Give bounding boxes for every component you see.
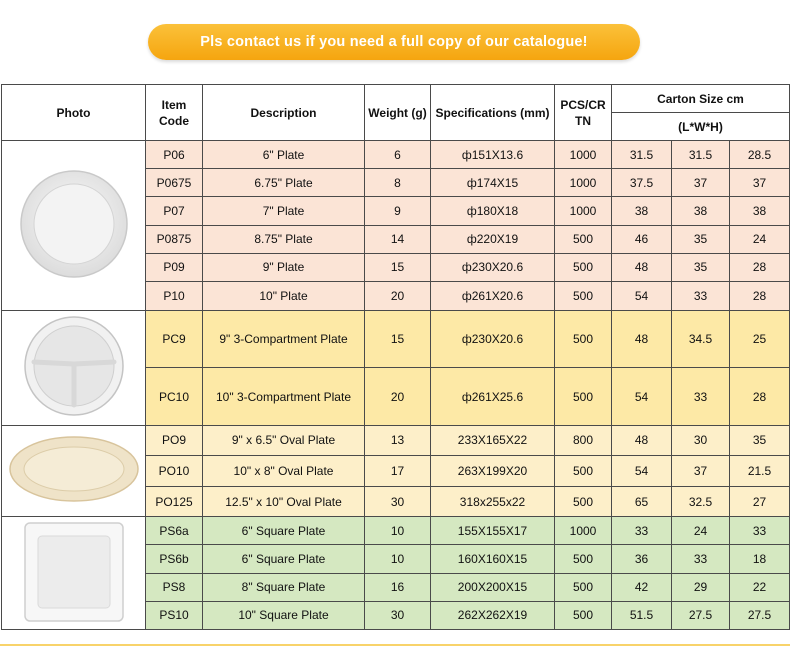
carton-height-cell: 27 (730, 487, 790, 517)
pcs-per-carton-cell: 1000 (555, 169, 612, 197)
description-cell: 9" Plate (203, 253, 365, 281)
product-photo (2, 141, 146, 311)
pcs-per-carton-cell: 500 (555, 311, 612, 368)
carton-width-cell: 29 (672, 573, 730, 601)
carton-length-cell: 46 (612, 225, 672, 253)
pcs-per-carton-cell: 500 (555, 487, 612, 517)
description-cell: 7" Plate (203, 197, 365, 225)
description-cell: 6" Plate (203, 141, 365, 169)
specification-cell: ф151X13.6 (431, 141, 555, 169)
header-description: Description (203, 85, 365, 141)
pcs-per-carton-cell: 500 (555, 545, 612, 573)
weight-cell: 15 (365, 253, 431, 281)
pcs-per-carton-cell: 500 (555, 253, 612, 281)
item-code-cell: P10 (146, 281, 203, 310)
carton-length-cell: 54 (612, 368, 672, 425)
bottom-divider (0, 644, 790, 646)
carton-height-cell: 35 (730, 425, 790, 455)
carton-height-cell: 38 (730, 197, 790, 225)
description-cell: 9" x 6.5" Oval Plate (203, 425, 365, 455)
carton-height-cell: 28 (730, 368, 790, 425)
carton-height-cell: 28 (730, 253, 790, 281)
carton-width-cell: 30 (672, 425, 730, 455)
weight-cell: 14 (365, 225, 431, 253)
carton-length-cell: 36 (612, 545, 672, 573)
carton-height-cell: 37 (730, 169, 790, 197)
weight-cell: 10 (365, 545, 431, 573)
weight-cell: 8 (365, 169, 431, 197)
pcs-per-carton-cell: 500 (555, 225, 612, 253)
header-carton-size: Carton Size cm (612, 85, 790, 113)
weight-cell: 10 (365, 517, 431, 545)
specification-cell: 200X200X15 (431, 573, 555, 601)
carton-width-cell: 34.5 (672, 311, 730, 368)
carton-length-cell: 31.5 (612, 141, 672, 169)
carton-length-cell: 38 (612, 197, 672, 225)
carton-width-cell: 33 (672, 368, 730, 425)
catalogue-contact-banner: Pls contact us if you need a full copy of our catalogue! (148, 24, 640, 60)
specification-cell: 318x255x22 (431, 487, 555, 517)
item-code-cell: P0675 (146, 169, 203, 197)
weight-cell: 17 (365, 455, 431, 486)
item-code-cell: P0875 (146, 225, 203, 253)
header-carton-dimensions: (L*W*H) (612, 113, 790, 141)
specification-cell: 263X199X20 (431, 455, 555, 486)
table-row (2, 141, 790, 169)
pcs-per-carton-cell: 1000 (555, 141, 612, 169)
carton-length-cell: 48 (612, 253, 672, 281)
carton-length-cell: 42 (612, 573, 672, 601)
carton-length-cell: 51.5 (612, 601, 672, 629)
item-code-cell: PS6b (146, 545, 203, 573)
carton-length-cell: 37.5 (612, 169, 672, 197)
pcs-per-carton-cell: 500 (555, 601, 612, 629)
item-code-cell: PC9 (146, 311, 203, 368)
carton-width-cell: 33 (672, 545, 730, 573)
weight-cell: 15 (365, 311, 431, 368)
weight-cell: 30 (365, 487, 431, 517)
description-cell: 6" Square Plate (203, 545, 365, 573)
item-code-cell: PS6a (146, 517, 203, 545)
product-catalogue-table (1, 84, 790, 630)
carton-height-cell: 21.5 (730, 455, 790, 486)
carton-height-cell: 33 (730, 517, 790, 545)
description-cell: 6" Square Plate (203, 517, 365, 545)
carton-length-cell: 54 (612, 455, 672, 486)
specification-cell: 262X262X19 (431, 601, 555, 629)
item-code-cell: PO9 (146, 425, 203, 455)
description-cell: 10" Plate (203, 281, 365, 310)
carton-height-cell: 28.5 (730, 141, 790, 169)
weight-cell: 13 (365, 425, 431, 455)
carton-length-cell: 54 (612, 281, 672, 310)
specification-cell: ф174X15 (431, 169, 555, 197)
item-code-cell: PC10 (146, 368, 203, 425)
carton-height-cell: 18 (730, 545, 790, 573)
weight-cell: 30 (365, 601, 431, 629)
header-photo: Photo (2, 85, 146, 141)
specification-cell: ф230X20.6 (431, 253, 555, 281)
header-pcs-per-carton: PCS/CR TN (555, 85, 612, 141)
item-code-cell: PS10 (146, 601, 203, 629)
carton-width-cell: 24 (672, 517, 730, 545)
specification-cell: ф220X19 (431, 225, 555, 253)
description-cell: 12.5" x 10" Oval Plate (203, 487, 365, 517)
pcs-per-carton-cell: 500 (555, 573, 612, 601)
description-cell: 8.75" Plate (203, 225, 365, 253)
specification-cell: ф230X20.6 (431, 311, 555, 368)
specification-cell: ф180X18 (431, 197, 555, 225)
product-photo (2, 425, 146, 517)
item-code-cell: PS8 (146, 573, 203, 601)
carton-height-cell: 25 (730, 311, 790, 368)
weight-cell: 9 (365, 197, 431, 225)
carton-height-cell: 22 (730, 573, 790, 601)
pcs-per-carton-cell: 1000 (555, 197, 612, 225)
description-cell: 10" Square Plate (203, 601, 365, 629)
table-row (2, 311, 790, 368)
item-code-cell: P09 (146, 253, 203, 281)
table-row (2, 425, 790, 455)
item-code-cell: PO125 (146, 487, 203, 517)
carton-height-cell: 28 (730, 281, 790, 310)
oval-plate-icon (6, 433, 142, 505)
carton-length-cell: 65 (612, 487, 672, 517)
carton-width-cell: 37 (672, 455, 730, 486)
pcs-per-carton-cell: 500 (555, 368, 612, 425)
carton-length-cell: 48 (612, 425, 672, 455)
carton-height-cell: 27.5 (730, 601, 790, 629)
carton-width-cell: 32.5 (672, 487, 730, 517)
carton-width-cell: 37 (672, 169, 730, 197)
round-plate-icon (18, 168, 130, 280)
item-code-cell: P06 (146, 141, 203, 169)
specification-cell: ф261X25.6 (431, 368, 555, 425)
header-specifications: Specifications (mm) (431, 85, 555, 141)
item-code-cell: P07 (146, 197, 203, 225)
carton-width-cell: 35 (672, 225, 730, 253)
specification-cell: ф261X20.6 (431, 281, 555, 310)
carton-width-cell: 33 (672, 281, 730, 310)
product-photo (2, 517, 146, 630)
carton-width-cell: 38 (672, 197, 730, 225)
square-plate-icon (22, 520, 126, 624)
table-row (2, 517, 790, 545)
carton-length-cell: 48 (612, 311, 672, 368)
catalogue-body (2, 141, 790, 630)
pcs-per-carton-cell: 500 (555, 281, 612, 310)
compartment-plate-icon (22, 314, 126, 418)
pcs-per-carton-cell: 1000 (555, 517, 612, 545)
carton-width-cell: 35 (672, 253, 730, 281)
description-cell: 9" 3-Compartment Plate (203, 311, 365, 368)
weight-cell: 6 (365, 141, 431, 169)
product-photo (2, 311, 146, 426)
carton-length-cell: 33 (612, 517, 672, 545)
description-cell: 8" Square Plate (203, 573, 365, 601)
header-weight: Weight (g) (365, 85, 431, 141)
carton-width-cell: 27.5 (672, 601, 730, 629)
pcs-per-carton-cell: 800 (555, 425, 612, 455)
weight-cell: 20 (365, 281, 431, 310)
header-item-code: Item Code (146, 85, 203, 141)
specification-cell: 155X155X17 (431, 517, 555, 545)
item-code-cell: PO10 (146, 455, 203, 486)
weight-cell: 20 (365, 368, 431, 425)
carton-width-cell: 31.5 (672, 141, 730, 169)
description-cell: 6.75" Plate (203, 169, 365, 197)
weight-cell: 16 (365, 573, 431, 601)
specification-cell: 160X160X15 (431, 545, 555, 573)
description-cell: 10" x 8" Oval Plate (203, 455, 365, 486)
description-cell: 10" 3-Compartment Plate (203, 368, 365, 425)
pcs-per-carton-cell: 500 (555, 455, 612, 486)
specification-cell: 233X165X22 (431, 425, 555, 455)
carton-height-cell: 24 (730, 225, 790, 253)
